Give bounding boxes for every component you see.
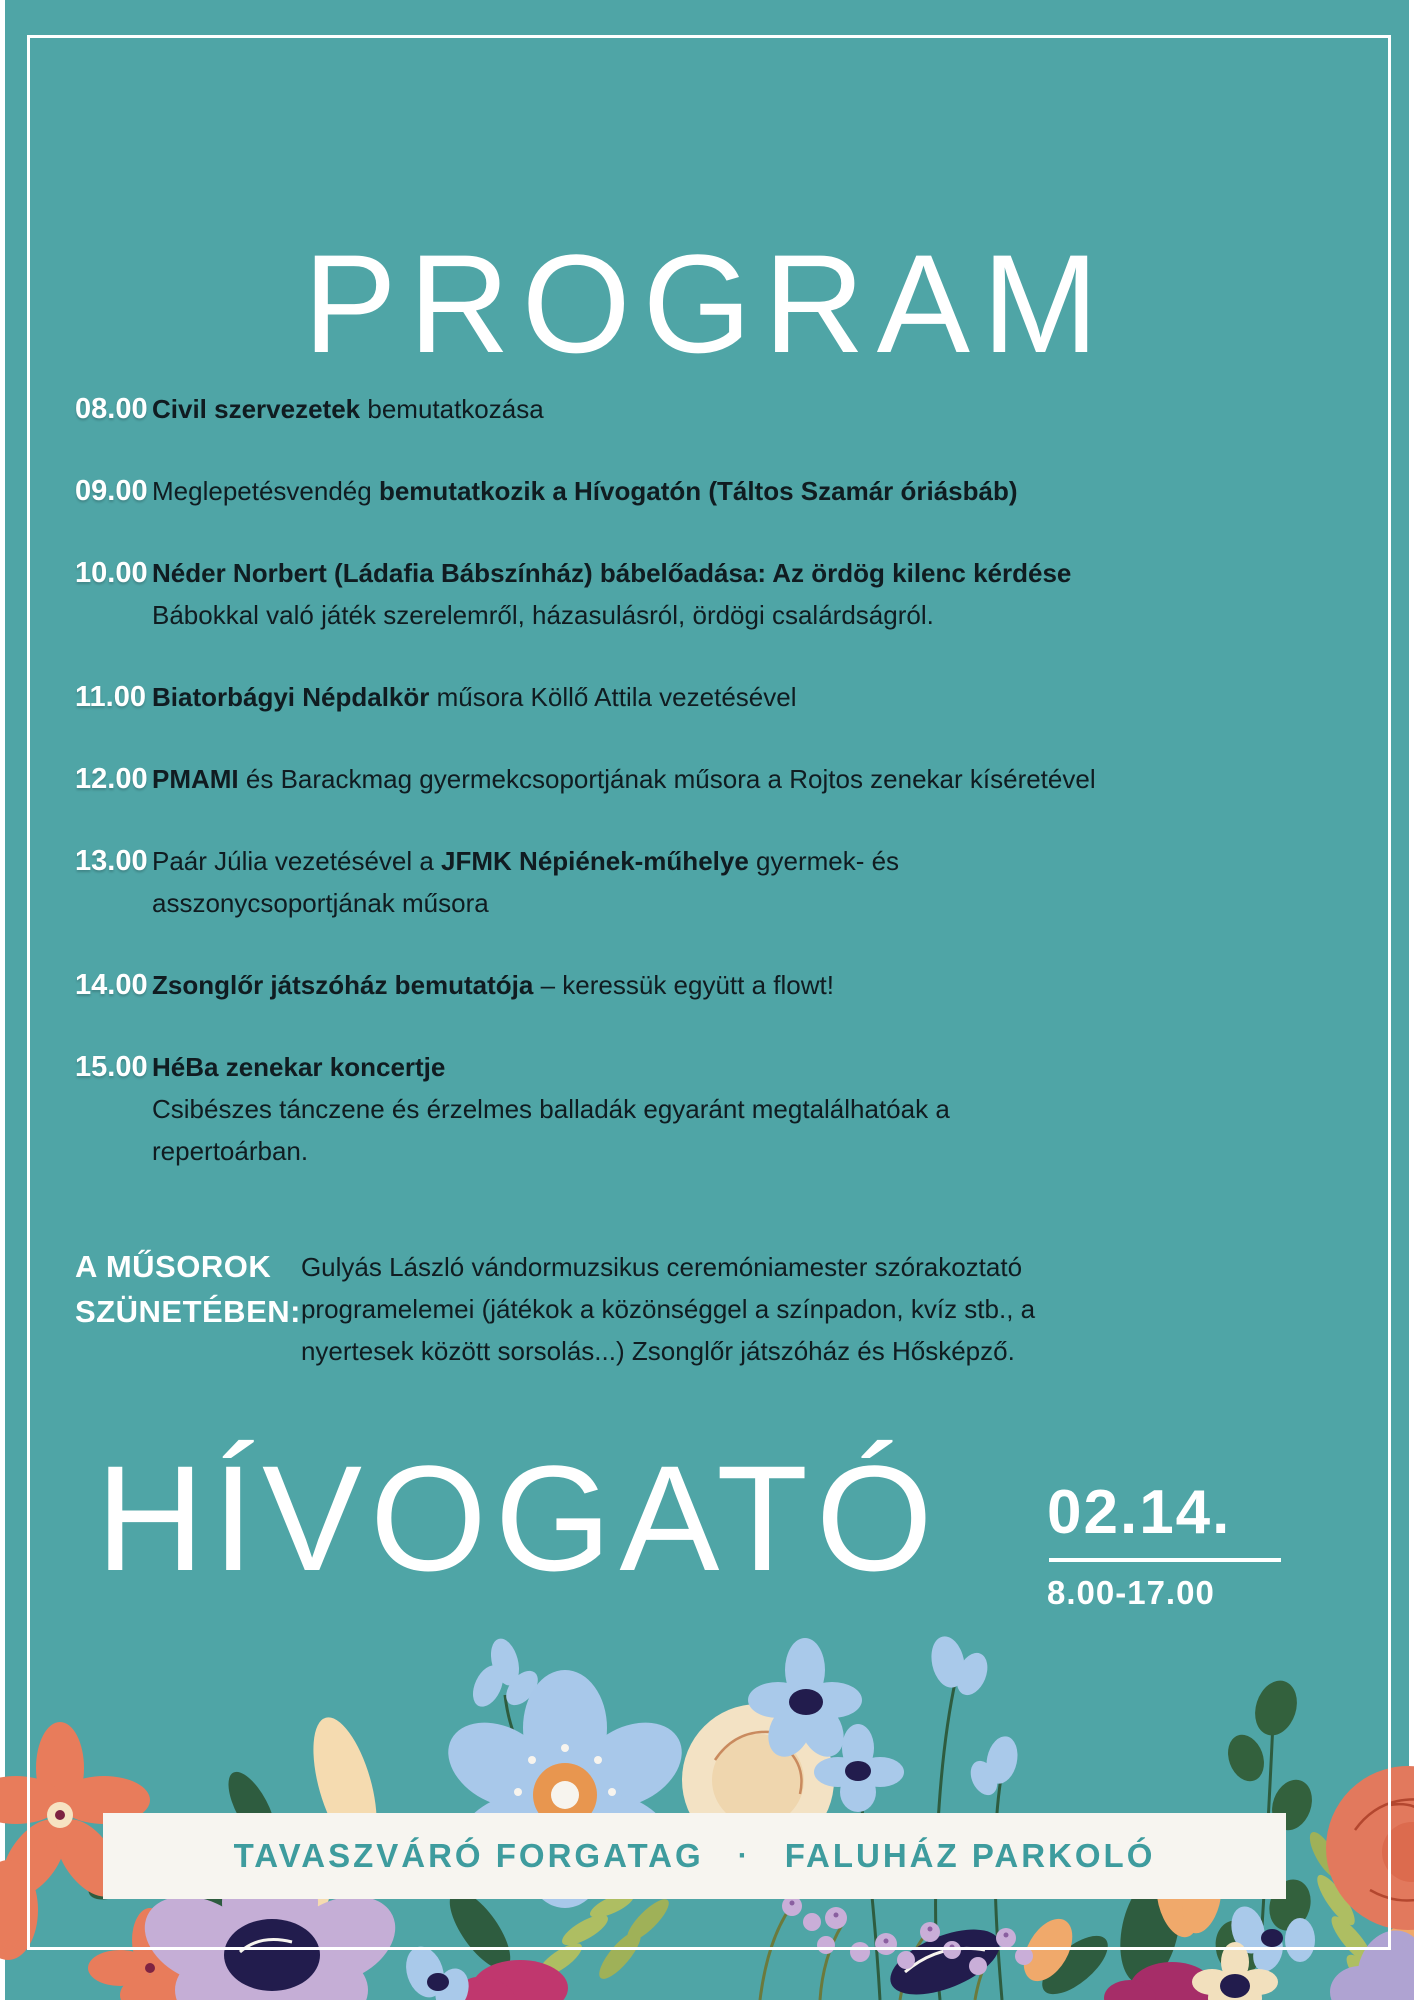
schedule-row: [75, 758, 1354, 800]
schedule: [75, 388, 1354, 1212]
schedule-row: [75, 470, 1354, 512]
floral-illustration: [0, 1600, 1414, 2000]
schedule-time: 09.00: [75, 475, 148, 507]
schedule-desc: Civil szervezetek bemutatkozása: [152, 394, 544, 424]
schedule-time: 10.00: [75, 557, 148, 589]
banner-event-name: TAVASZVÁRÓ FORGATAG: [233, 1837, 704, 1874]
banner-separator-dot: ·: [737, 1839, 751, 1872]
schedule-row: [75, 1046, 1354, 1172]
schedule-row: [75, 964, 1354, 1006]
schedule-time: 13.00: [75, 845, 148, 877]
schedule-desc: Zsonglőr játszóház bemutatója – keressük együtt a flowt!: [152, 970, 834, 1000]
schedule-desc: Paár Júlia vezetésével a JFMK Népiének-műhelye gyermek- és asszonycsoportjának műsora: [152, 846, 900, 918]
schedule-row: [75, 840, 1354, 924]
schedule-time: 15.00: [75, 1051, 148, 1083]
schedule-row: [75, 388, 1354, 430]
breaks-label: A MŰSOROK SZÜNETÉBEN:: [75, 1249, 301, 1329]
schedule-time: 12.00: [75, 763, 148, 795]
schedule-time: 14.00: [75, 969, 148, 1001]
schedule-time: 11.00: [75, 681, 146, 713]
schedule-time: 08.00: [75, 393, 148, 425]
event-hours: 8.00-17.00: [1047, 1574, 1215, 1611]
schedule-desc: Néder Norbert (Ládafia Bábszínház) bábelőadása: Az ördög kilenc kérdése Bábokkal való játék szerelemről, házasulásról, ördögi csalárdságról.: [152, 558, 1072, 630]
schedule-desc: PMAMI és Barackmag gyermekcsoportjának műsora a Rojtos zenekar kíséretével: [152, 764, 1096, 794]
event-date: 02.14.: [1047, 1478, 1232, 1547]
schedule-row: [75, 552, 1354, 636]
banner-location: FALUHÁZ PARKOLÓ: [784, 1837, 1156, 1874]
schedule-desc: Biatorbágyi Népdalkör műsora Köllő Attila vezetésével: [152, 682, 797, 712]
breaks-text: Gulyás László vándormuzsikus ceremóniamester szórakoztató programelemei (játékok a közönséggel a színpadon, kvíz stb., a nyertesek között sorsolás...) Zsonglőr játszóház és Hősképző.: [300, 1252, 1036, 1366]
location-banner: [103, 1813, 1286, 1899]
breaks-section: [75, 1244, 1354, 1372]
logo-wordmark: HÍVOGATÓ: [96, 1434, 941, 1602]
schedule-desc: HéBa zenekar koncertje Csibészes tánczene és érzelmes balladák egyaránt megtalálhatóak a repertoárban.: [152, 1052, 950, 1166]
schedule-desc: Meglepetésvendég bemutatkozik a Hívogatón (Táltos Szamár óriásbáb): [152, 476, 1018, 506]
schedule-row: [75, 676, 1354, 718]
date-block: [1047, 1478, 1287, 1612]
page-title: PROGRAM: [303, 224, 1111, 382]
date-underline: [1049, 1558, 1281, 1562]
